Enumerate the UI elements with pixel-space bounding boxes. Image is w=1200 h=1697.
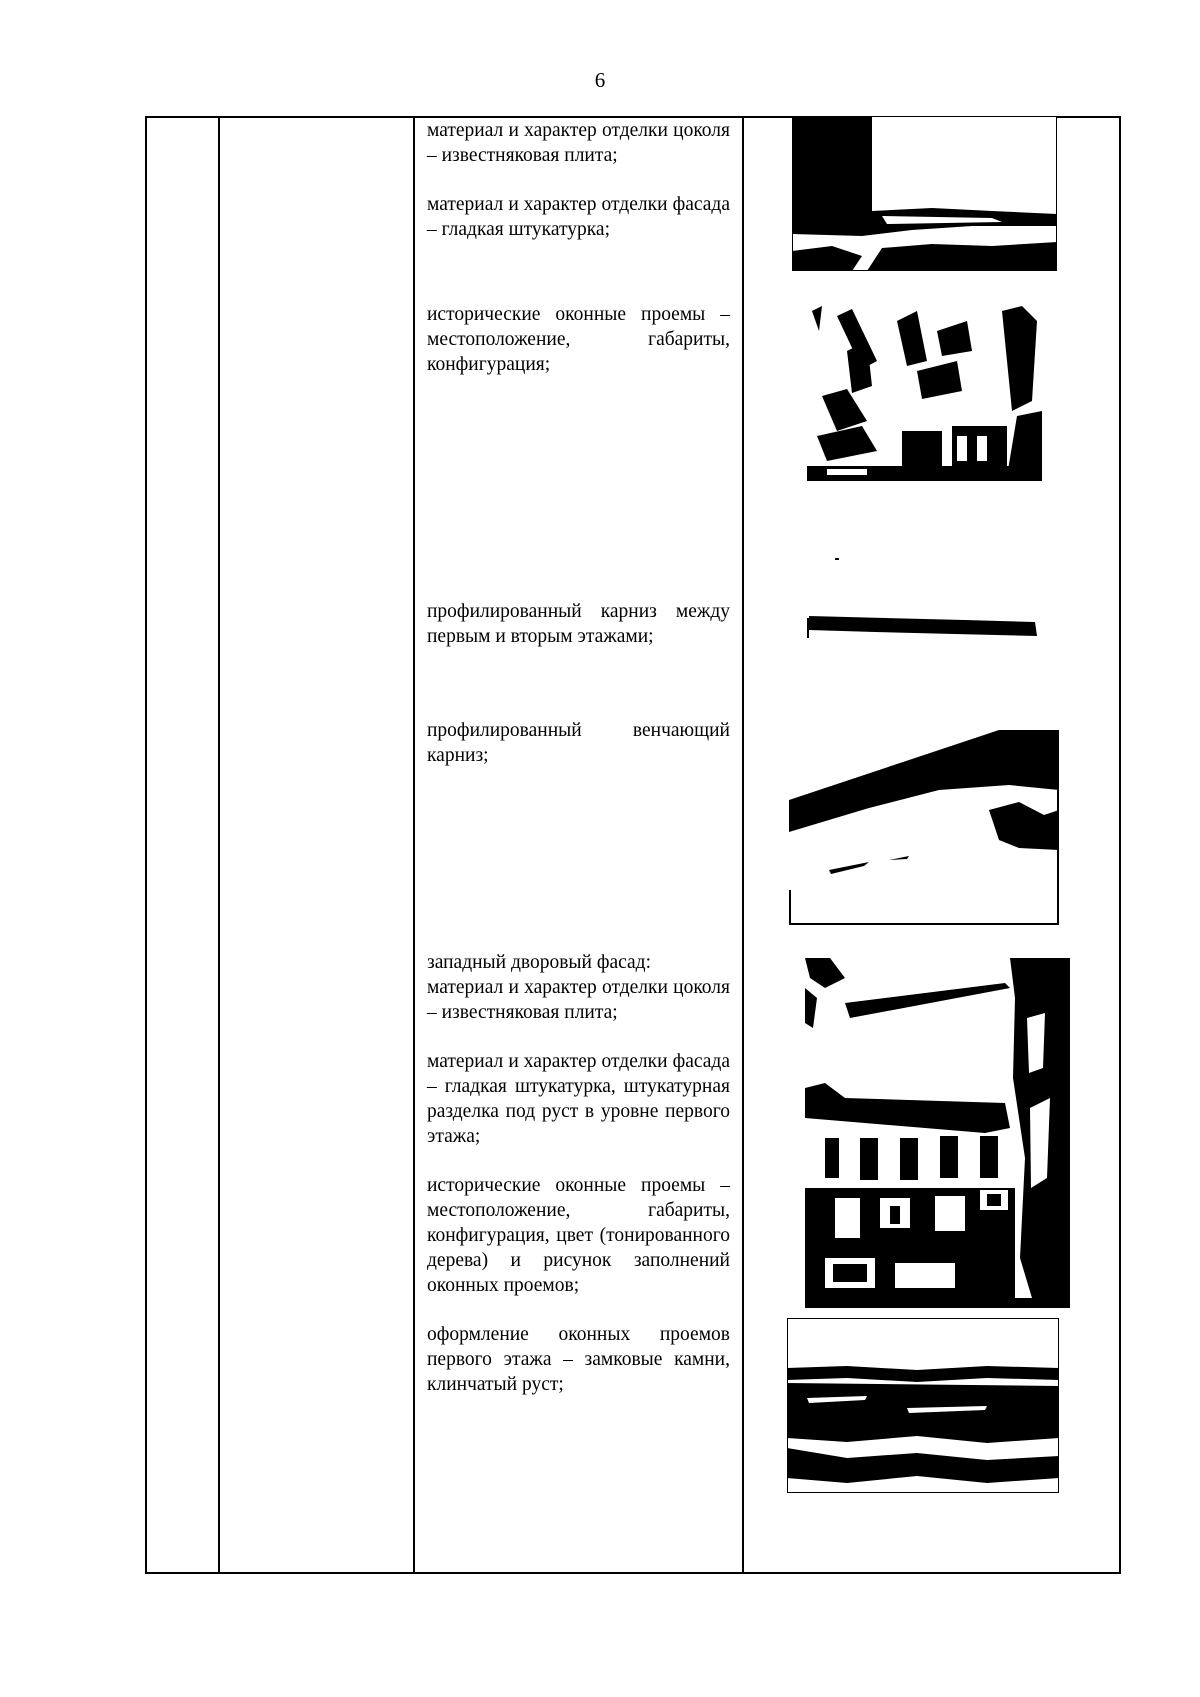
item-paragraph: профилированный карниз между первым и вторым этажами;: [427, 601, 730, 647]
cornice-photo: [805, 558, 1045, 638]
item-paragraph: материал и характер отделки цоколя – известняковая плита;: [427, 120, 730, 166]
page-number: 6: [594, 68, 606, 92]
item-paragraph: западный дворовый фасад: материал и характер отделки цоколя – известняковая плита;: [427, 952, 730, 1023]
protection-item-text: [427, 302, 730, 377]
item-paragraph: материал и характер отделки фасада – гладкая штукатурка;: [427, 194, 730, 240]
west-facade-photo: [805, 958, 1070, 1308]
keystones-photo: [787, 1318, 1059, 1493]
item-paragraph: профилированный венчающий карниз;: [427, 720, 730, 766]
item-paragraph: исторические оконные проемы – местоположение, габариты, конфигурация;: [427, 304, 730, 375]
item-paragraph: материал и характер отделки фасада – гладкая штукатурка, штукатурная разделка под руст в уровне первого этажа;: [427, 1051, 730, 1147]
windows-courtyard-photo: [807, 301, 1042, 481]
subject-table: [145, 116, 1121, 1574]
column-divider: [413, 118, 415, 1572]
item-paragraph: исторические оконные проемы – местоположение, габариты, конфигурация, цвет (тонированного дерева) и рисунок заполнений оконных проемов;: [427, 1175, 730, 1296]
protection-item-text: [427, 718, 730, 768]
protection-item-text: [427, 950, 730, 1397]
protection-item-text: [427, 118, 730, 242]
item-paragraph: оформление оконных проемов первого этажа – замковые камни, клинчатый руст;: [427, 1324, 730, 1395]
plinth-photo: [792, 116, 1057, 271]
column-divider: [218, 118, 220, 1572]
protection-item-text: [427, 599, 730, 649]
crowning-cornice-photo: [789, 730, 1059, 925]
column-divider: [742, 118, 744, 1572]
